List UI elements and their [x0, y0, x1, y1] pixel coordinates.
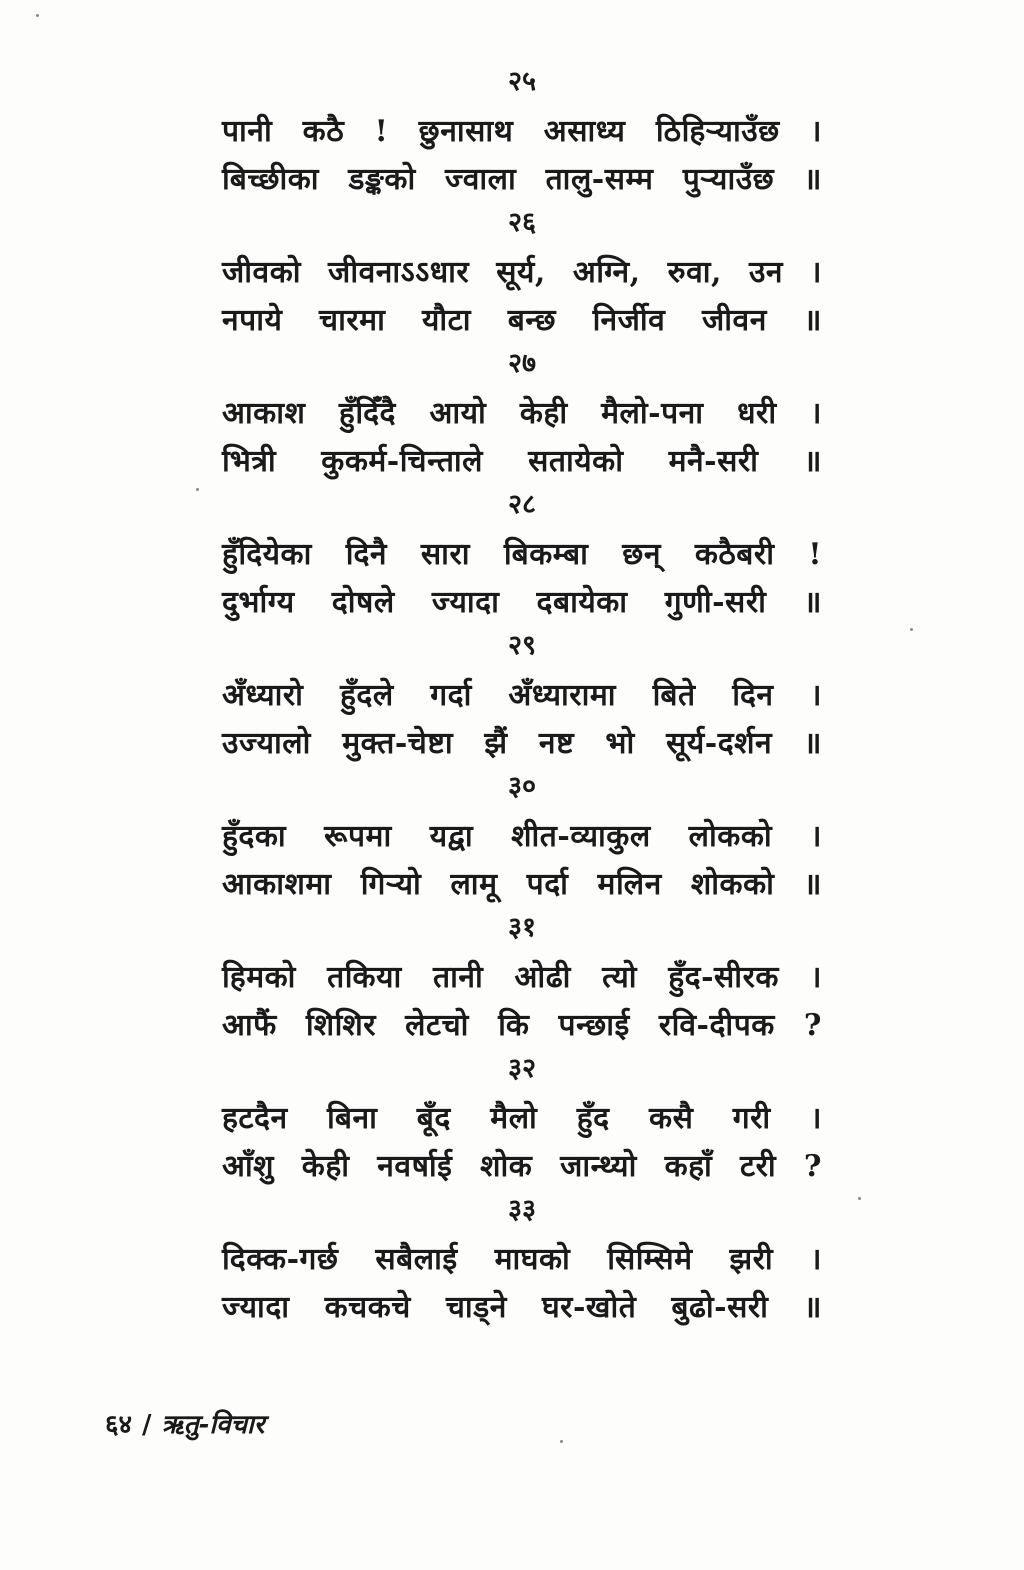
stanza [222, 767, 822, 908]
paper-speck [196, 488, 199, 491]
verse-line: हुँदियेका दिनै सारा बिकम्बा छन् कठैबरी ! [222, 537, 822, 572]
verse-line: बिच्छीका डङ्कको ज्वाला तालु-सम्म पुऱ्याउँछ ॥ [222, 162, 822, 197]
stanza [222, 626, 822, 767]
verse-line: उज्यालो मुक्त-चेष्टा झैं नष्ट भो सूर्य-दर्शन ॥ [222, 726, 822, 761]
stanza-number: ३० [507, 771, 537, 802]
stanza-number: २६ [507, 207, 537, 238]
page-footer [105, 1403, 264, 1447]
stanza [222, 1049, 822, 1190]
verse-line: आकाशमा गिऱ्यो लामू पर्दा मलिन शोकको ॥ [222, 867, 822, 902]
verse-line: पानी कठै ! छुनासाथ असाध्य ठिहिऱ्याउँछ । [222, 114, 822, 149]
verse-line: हटदैन बिना बूँद मैलो हुँद कसै गरी । [222, 1101, 822, 1136]
verse-line: आकाश हुँदिँदै आयो केही मैलो-पना धरी । [222, 396, 822, 431]
verse-line: आफैं शिशिर लेटचो कि पन्छाई रवि-दीपक ? [222, 1008, 822, 1043]
paper-speck [560, 1440, 563, 1443]
footer-separator: / [142, 1410, 152, 1440]
verse-line: आँशु केही नवर्षाई शोक जान्थ्यो कहाँ टरी ? [222, 1149, 822, 1184]
verse-section [222, 62, 822, 1331]
paper-speck [858, 1197, 861, 1200]
stanza [222, 908, 822, 1049]
stanza-number: ३२ [507, 1053, 537, 1084]
verse-line: दिक्क-गर्छ सबैलाई माघको सिम्सिमे झरी । [222, 1242, 822, 1277]
stanza-number: २५ [507, 66, 537, 97]
stanza [222, 1190, 822, 1331]
stanza-number: ३३ [507, 1194, 537, 1225]
stanza [222, 485, 822, 626]
stanza-number: २७ [507, 348, 537, 379]
verse-line: नपाये चारमा यौटा बन्छ निर्जीव जीवन ॥ [222, 303, 822, 338]
stanza-number: २८ [507, 489, 537, 520]
verse-line: अँध्यारो हुँदले गर्दा अँध्यारामा बिते दिन । [222, 678, 822, 713]
verse-line: भित्री कुकर्म-चिन्ताले सतायेको मनै-सरी ॥ [222, 444, 822, 479]
page-number: ६४ [105, 1410, 133, 1440]
stanza-number: ३१ [507, 912, 537, 943]
stanza [222, 203, 822, 344]
verse-line: हुँदका रूपमा यद्वा शीत-व्याकुल लोकको । [222, 819, 822, 854]
paper-speck [36, 14, 39, 17]
verse-line: हिमको तकिया तानी ओढी त्यो हुँद-सीरक । [222, 960, 822, 995]
stanza-number: २९ [507, 630, 537, 661]
running-title: ऋतु-विचार [161, 1410, 265, 1440]
stanza [222, 62, 822, 203]
paper-speck [910, 628, 913, 631]
verse-line: ज्यादा कचकचे चाड्ने घर-खोते बुढो-सरी ॥ [222, 1290, 822, 1325]
verse-line: दुर्भाग्य दोषले ज्यादा दबायेका गुणी-सरी ॥ [222, 585, 822, 620]
stanza [222, 344, 822, 485]
verse-line: जीवको जीवनाऽऽधार सूर्य, अग्नि, रुवा, उन । [222, 255, 822, 290]
